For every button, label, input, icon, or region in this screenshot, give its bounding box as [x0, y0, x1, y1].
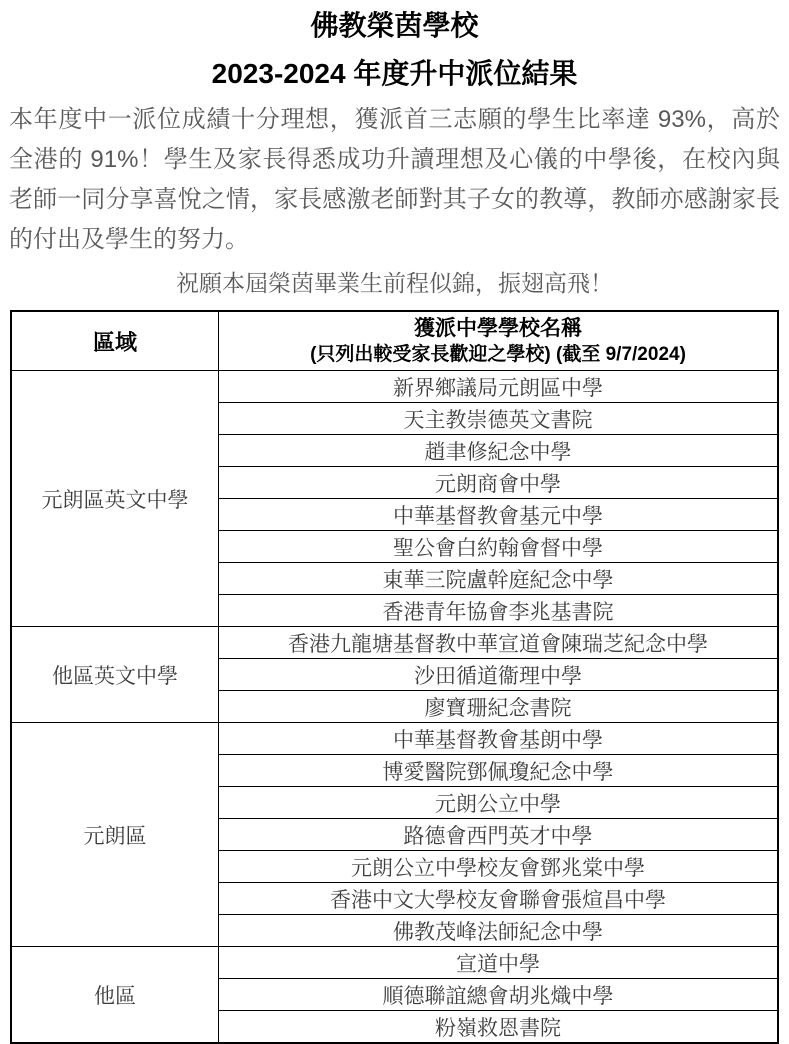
school-cell: 東華三院盧幹庭紀念中學 — [219, 563, 779, 595]
school-cell: 新界鄉議局元朗區中學 — [219, 371, 779, 403]
school-cell: 天主教崇德英文書院 — [219, 403, 779, 435]
region-cell: 元朗區 — [11, 723, 219, 947]
page-title: 佛教榮茵學校 — [310, 10, 479, 41]
school-cell: 香港九龍塘基督教中華宣道會陳瑞芝紀念中學 — [219, 627, 779, 659]
page-subtitle: 2023-2024 年度升中派位結果 — [211, 58, 578, 89]
table-row — [11, 371, 778, 403]
school-column-header — [219, 311, 779, 371]
region-cell: 他區英文中學 — [11, 627, 219, 723]
school-cell: 順德聯誼總會胡兆熾中學 — [219, 979, 779, 1011]
school-column-header-line1: 獲派中學學校名稱 — [414, 317, 582, 340]
blessing-line: 祝願本屆榮茵畢業生前程似錦，振翅高飛！ — [176, 270, 613, 296]
header-row — [11, 311, 778, 371]
school-cell: 沙田循道衞理中學 — [219, 659, 779, 691]
school-cell: 佛教茂峰法師紀念中學 — [219, 915, 779, 947]
allocation-table-header — [11, 311, 778, 371]
school-cell: 粉嶺救恩書院 — [219, 1011, 779, 1044]
school-cell: 中華基督教會基元中學 — [219, 499, 779, 531]
intro-paragraph: 本年度中一派位成績十分理想，獲派首三志願的學生比率達 93%，高於全港的 91%！學生及家長得悉成功升讀理想及心儀的中學後，在校內與老師一同分享喜悅之情，家長感激老師對其子女的教導，教師亦感謝家長的付出及學生的努力。 — [9, 106, 780, 253]
school-cell: 元朗商會中學 — [219, 467, 779, 499]
school-cell: 廖寶珊紀念書院 — [219, 691, 779, 723]
school-cell: 中華基督教會基朗中學 — [219, 723, 779, 755]
region-column-header: 區域 — [11, 311, 219, 371]
school-cell: 博愛醫院鄧佩瓊紀念中學 — [219, 755, 779, 787]
school-cell: 路德會西門英才中學 — [219, 819, 779, 851]
school-cell: 趙聿修紀念中學 — [219, 435, 779, 467]
school-cell: 元朗公立中學校友會鄧兆棠中學 — [219, 851, 779, 883]
region-cell: 他區 — [11, 947, 219, 1044]
school-cell: 聖公會白約翰會督中學 — [219, 531, 779, 563]
school-column-header-line2: (只列出較受家長歡迎之學校) (截至 9/7/2024) — [310, 344, 686, 365]
allocation-table — [10, 310, 779, 1044]
allocation-table-body — [11, 371, 778, 1044]
school-cell: 元朗公立中學 — [219, 787, 779, 819]
table-row — [11, 627, 778, 659]
table-row — [11, 947, 778, 979]
region-cell: 元朗區英文中學 — [11, 371, 219, 627]
table-row — [11, 723, 778, 755]
school-cell: 宣道中學 — [219, 947, 779, 979]
school-cell: 香港青年協會李兆基書院 — [219, 595, 779, 627]
school-cell: 香港中文大學校友會聯會張煊昌中學 — [219, 883, 779, 915]
